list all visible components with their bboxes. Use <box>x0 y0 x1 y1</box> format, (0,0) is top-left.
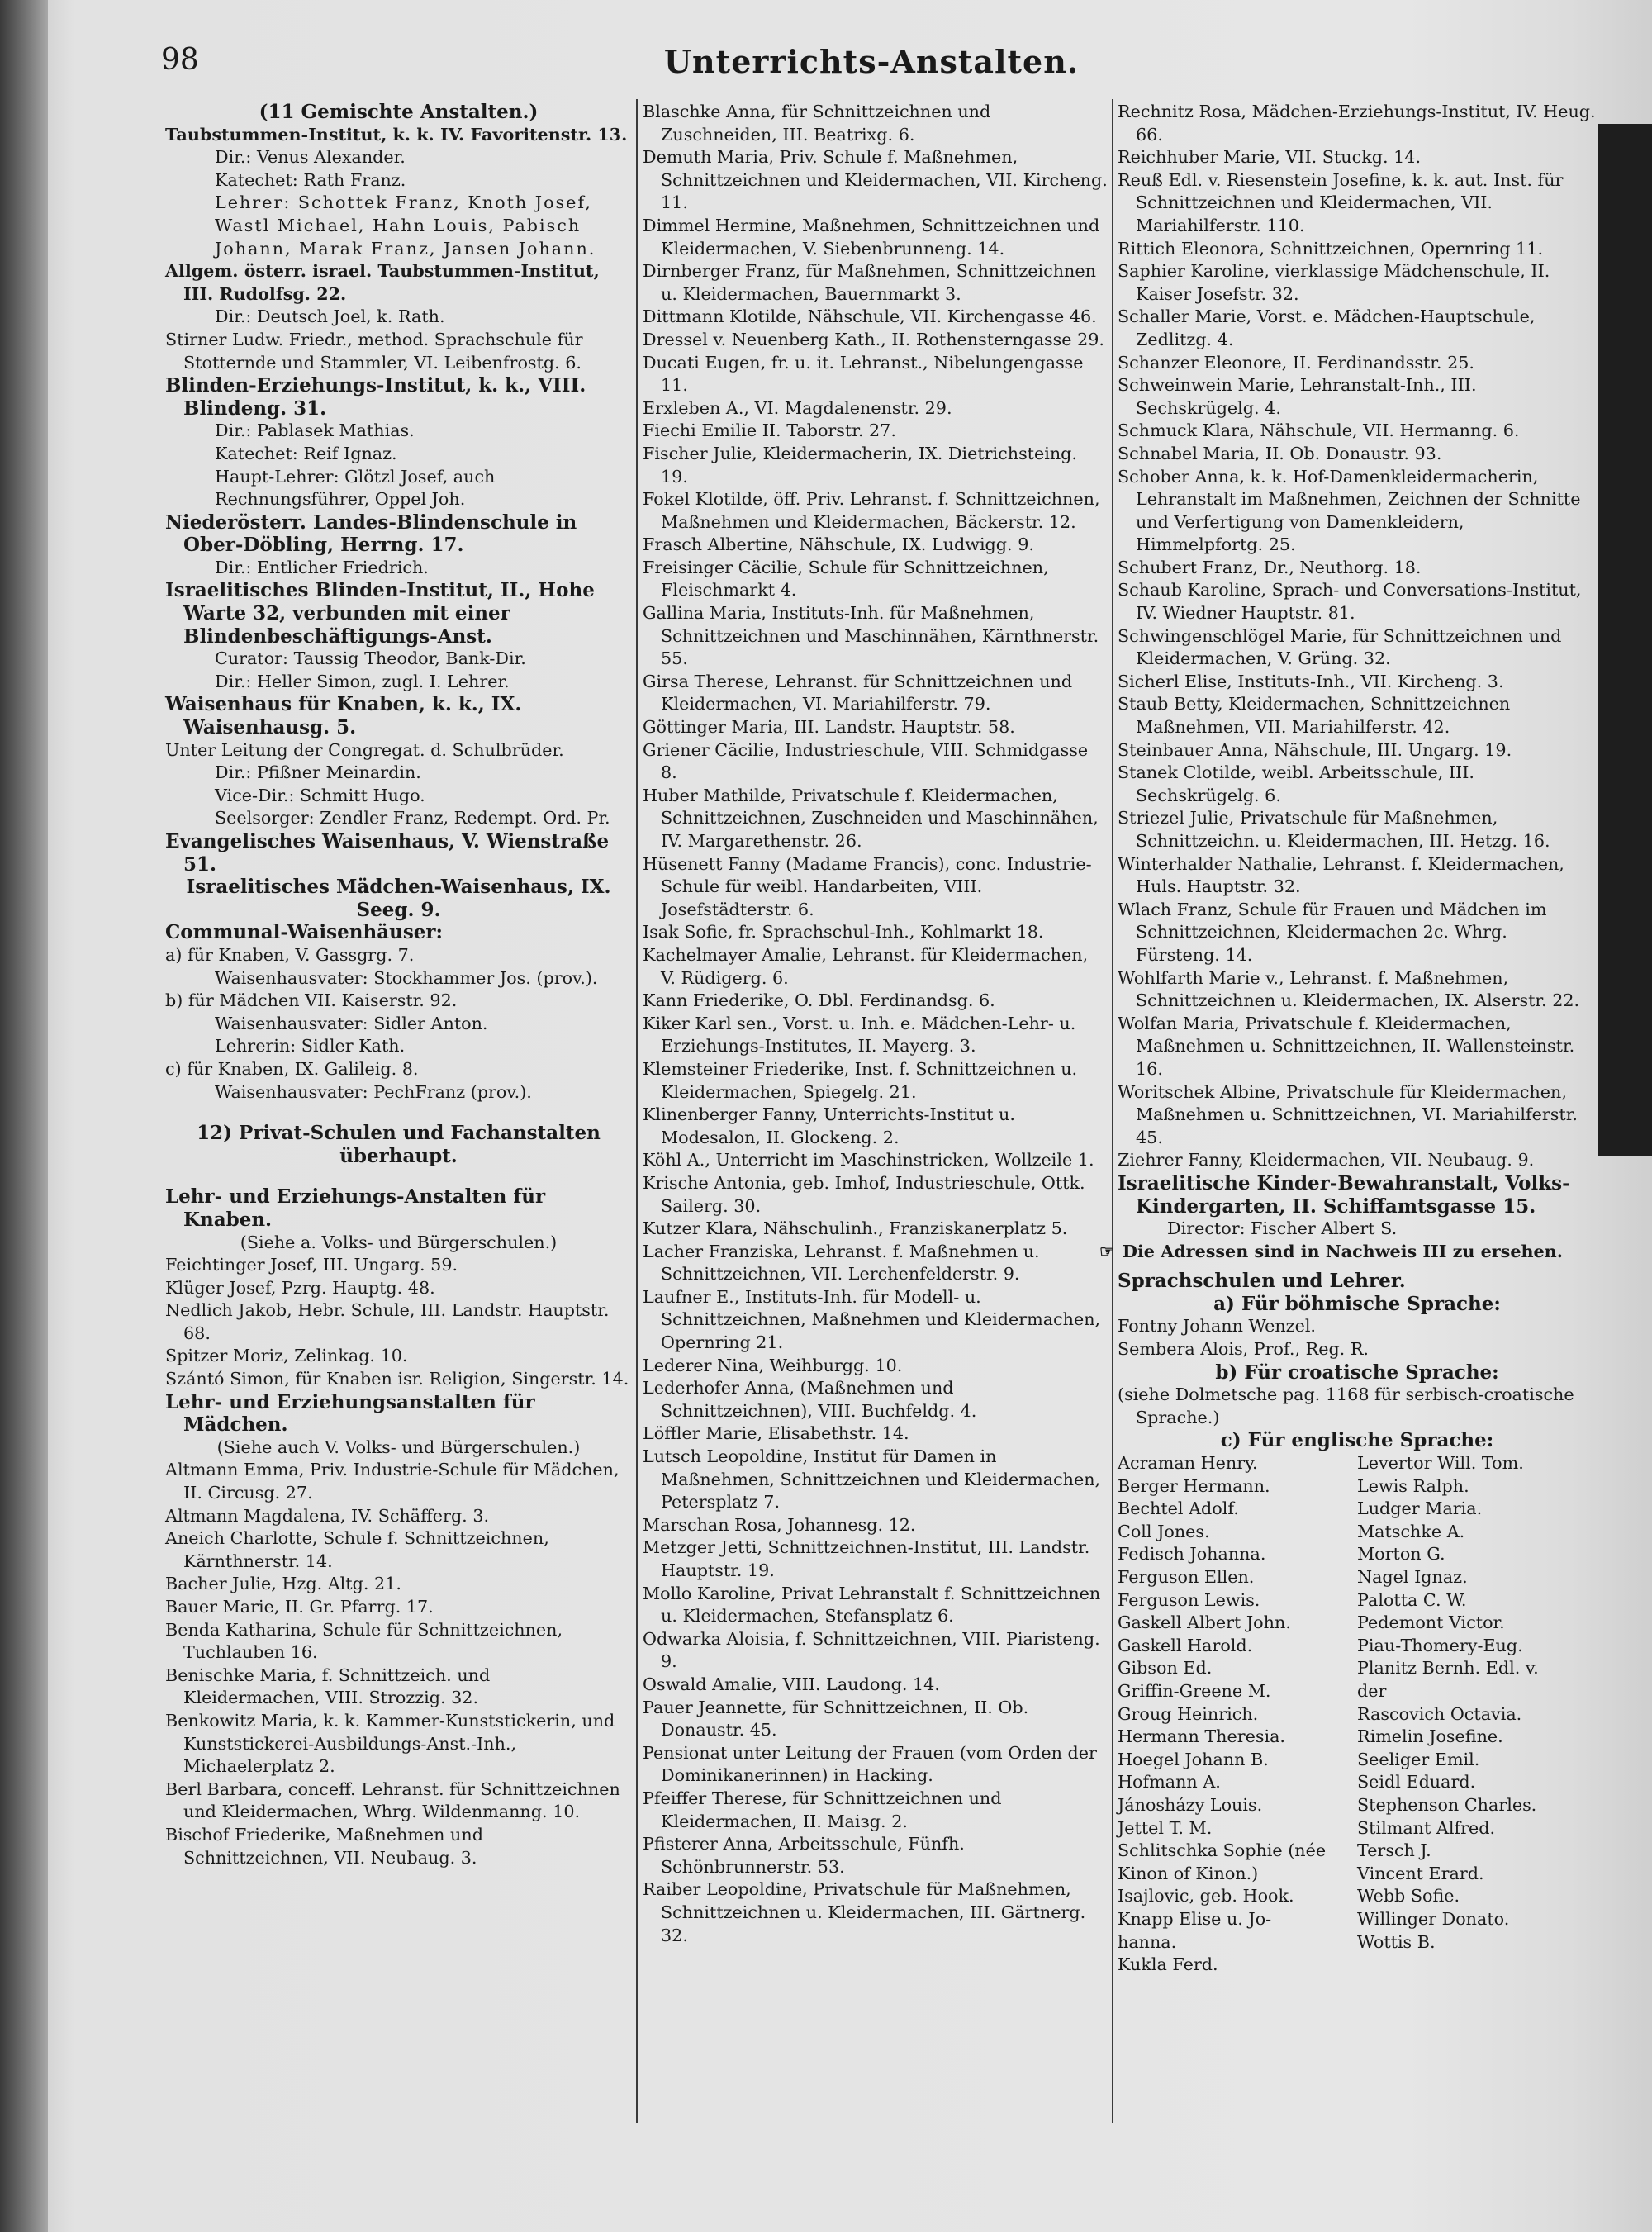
entry: Szántó Simon, für Knaben isr. Religion, Singerstr. 14. <box>165 1369 629 1389</box>
teacher-row <box>1118 1612 1597 1635</box>
teacher-name: Hofmann A. <box>1118 1772 1221 1793</box>
teacher-row <box>1118 1863 1597 1886</box>
entry: Pfeiffer Therese, für Schnittzeichnen und Kleidermachen, II. Maiзg. 2. <box>643 1788 1002 1831</box>
entry-sub: Dir.: Pfißner Meinardin. <box>215 762 421 783</box>
entry-heading: Israelitische Kinder-Bewahranstalt, Volks-Kindergarten, II. Schiffamtsgasse 15. <box>1118 1171 1570 1218</box>
teacher-row <box>1118 1908 1597 1931</box>
entry: Ziehrer Fanny, Kleidermachen, VII. Neubaug. 9. <box>1118 1150 1535 1171</box>
entry: Steinbauer Anna, Nähschule, III. Ungarg. 19. <box>1118 739 1512 760</box>
entry: Demuth Maria, Priv. Schule f. Maßnehmen, Schnittzeichnen und Kleidermachen, VII. Kircheng. 11. <box>643 147 1108 213</box>
teacher-name: Matschke A. <box>1357 1521 1465 1541</box>
entry: Altmann Magdalena, IV. Schäfferg. 3. <box>165 1505 490 1526</box>
teacher-name: der <box>1357 1680 1387 1701</box>
teacher-name: Hermann Theresia. <box>1118 1726 1285 1747</box>
teacher-row <box>1118 1817 1597 1840</box>
teacher-name: Nagel Ignaz. <box>1357 1567 1468 1587</box>
entry: Huber Mathilde, Privatschule f. Kleidermachen, Schnittzeichnen, Zuschneiden und Maschinnähen, IV. Margarethenstr. 26. <box>643 785 1099 851</box>
teacher-name: Acraman Henry. <box>1118 1453 1258 1474</box>
entry: Schwingenschlögel Marie, für Schnittzeichnen und Kleidermachen, V. Grüng. 32. <box>1118 625 1562 669</box>
teacher-name: Gibson Ed. <box>1118 1658 1213 1679</box>
entry-sub: Haupt-Lehrer: Glötzl Josef, auch Rechnungsführer, Oppel Joh. <box>215 466 496 510</box>
teacher-name: Stephenson Charles. <box>1357 1794 1537 1815</box>
teacher-name: Planitz Bernh. Edl. v. <box>1357 1658 1539 1679</box>
entry: Fontny Johann Wenzel. <box>1118 1316 1317 1337</box>
column-right <box>1118 101 1597 2220</box>
entry: Schober Anna, k. k. Hof-Damenkleidermacherin, Lehranstalt im Maßnehmen, Zeichnen der Schnitte und Verfertigung von Damenkleidern, Himmelpfortg. 25. <box>1118 466 1581 555</box>
teacher-row <box>1118 1452 1597 1475</box>
teacher-row <box>1118 1475 1597 1498</box>
entry: Dressel v. Neuenberg Kath., II. Rothensterngasse 29. <box>643 329 1104 349</box>
entry: Blaschke Anna, für Schnittzeichnen und Zuschneiden, III. Beatrixg. 6. <box>643 102 991 145</box>
note: (Siehe a. Volks- und Bürgerschulen.) <box>240 1232 558 1252</box>
entry-sub: Dir.: Entlicher Friedrich. <box>215 557 429 577</box>
entry: Winterhalder Nathalie, Lehranst. f. Kleidermachen, Huls. Hauptstr. 32. <box>1118 853 1564 897</box>
entry: Kann Friederike, O. Dbl. Ferdinandsg. 6. <box>643 990 995 1011</box>
right-edge-tab <box>1598 124 1652 1156</box>
entry: Raiber Leopoldine, Privatschule für Maßnehmen, Schnittzeichnen u. Kleidermachen, III. Gärtnerg. 32. <box>643 1879 1086 1945</box>
page-number: 98 <box>161 43 199 77</box>
entry: Bacher Julie, Hzg. Altg. 21. <box>165 1574 401 1594</box>
entry: Sicherl Elise, Instituts-Inh., VII. Kircheng. 3. <box>1118 671 1504 691</box>
teacher-name: Seidl Eduard. <box>1357 1772 1476 1793</box>
teacher-row <box>1118 1771 1597 1794</box>
entry: Nedlich Jakob, Hebr. Schule, III. Landstr. Hauptstr. 68. <box>165 1300 610 1343</box>
entry: Benda Katharina, Schule für Schnittzeichnen, Tuchlauben 16. <box>165 1619 563 1663</box>
entry-heading: Waisenhaus für Knaben, k. k., IX. Waisenhausg. 5. <box>165 693 522 739</box>
teacher-name: Pedemont Victor. <box>1357 1612 1505 1633</box>
teacher-name: Tersch J. <box>1357 1840 1431 1861</box>
teacher-row <box>1118 1749 1597 1772</box>
teacher-row <box>1118 1703 1597 1726</box>
entry-sub: Vice-Dir.: Schmitt Hugo. <box>215 785 425 805</box>
teacher-name: Knapp Elise u. Jo- <box>1118 1908 1272 1929</box>
entry: Sembera Alois, Prof., Reg. R. <box>1118 1339 1369 1360</box>
entry: Altmann Emma, Priv. Industrie-Schule für Mädchen, II. Circusg. 27. <box>165 1460 620 1503</box>
entry: Pensionat unter Leitung der Frauen (vom Orden der Dominikanerinnen) in Hacking. <box>643 1742 1097 1786</box>
entry: Frasch Albertine, Nähschule, IX. Ludwigg. 9. <box>643 534 1034 555</box>
entry: Reichhuber Marie, VII. Stuckg. 14. <box>1118 147 1422 168</box>
teacher-name: Jánosházy Louis. <box>1118 1794 1263 1815</box>
entry-sub: b) für Mädchen VII. Kaiserstr. 92. <box>165 990 458 1011</box>
entry: Schubert Franz, Dr., Neuthorg. 18. <box>1118 557 1422 577</box>
entry: Reuß Edl. v. Riesenstein Josefine, k. k. aut. Inst. für Schnittzeichnen und Kleidermachen, VII. Mariahilferstr. 110. <box>1118 169 1564 235</box>
entry-sub: Curator: Taussig Theodor, Bank-Dir. <box>215 648 526 669</box>
teacher-row <box>1118 1840 1597 1863</box>
teacher-name: Seeliger Emil. <box>1357 1749 1480 1769</box>
entry: Taubstummen-Institut, k. k. IV. Favoritenstr. 13. <box>165 124 628 145</box>
column-middle <box>643 101 1108 2220</box>
teacher-name: Wottis B. <box>1357 1931 1436 1952</box>
entry: Schaub Karoline, Sprach- und Conversations-Institut, IV. Wiedner Hauptstr. 81. <box>1118 580 1582 624</box>
teacher-name: Jettel T. M. <box>1118 1817 1213 1838</box>
entry: Klemsteiner Friederike, Inst. f. Schnittzeichnen u. Kleidermachen, Spiegelg. 21. <box>643 1058 1078 1102</box>
entry: Fischer Julie, Kleidermacherin, IX. Dietrichsteing. 19. <box>643 443 1077 487</box>
entry: Lacher Franziska, Lehranst. f. Maßnehmen u. Schnittzeichnen, VII. Lerchenfelderstr. 9. <box>643 1241 1040 1285</box>
teacher-name: Levertor Will. Tom. <box>1357 1453 1524 1474</box>
teacher-name: Piau-Thomery-Eug. <box>1357 1635 1523 1655</box>
entry: Spitzer Moriz, Zelinkag. 10. <box>165 1346 408 1366</box>
page-header <box>161 43 1582 93</box>
teacher-name: Kinon of Kinon.) <box>1118 1863 1259 1883</box>
entry: Kutzer Klara, Nähschulinh., Franziskanerplatz 5. <box>643 1218 1068 1239</box>
subsection-heading: Lehr- und Erziehungs-Anstalten für Knaben. <box>165 1185 546 1231</box>
subsection-heading: Sprachschulen und Lehrer. <box>1118 1270 1406 1293</box>
entry: Schanzer Eleonore, II. Ferdinandsstr. 25. <box>1118 352 1474 373</box>
note: (siehe Dolmetsche pag. 1168 für serbisch-croatische Sprache.) <box>1118 1384 1574 1427</box>
entry-sub: Lehrerin: Sidler Kath. <box>215 1036 406 1057</box>
entry: Hüsenett Fanny (Madame Francis), conc. Industrie-Schule für weibl. Handarbeiten, VIII. Josefstädterstr. 6. <box>643 853 1092 919</box>
entry-heading: Israelitisches Blinden-Institut, II., Hohe Warte 32, verbunden mit einer Blindenbeschäftigungs-Anst. <box>165 579 595 648</box>
entry: Köhl A., Unterricht im Maschinstricken, Wollzeile 1. <box>643 1150 1094 1171</box>
entry: Metzger Jetti, Schnittzeichnen-Institut, III. Landstr. Hauptstr. 19. <box>643 1537 1090 1580</box>
entry: Fokel Klotilde, öff. Priv. Lehranst. f. Schnittzeichnen, Maßnehmen und Kleidermachen, Bäckerstr. 12. <box>643 489 1100 532</box>
teacher-row <box>1118 1931 1597 1954</box>
entry: Benischke Maria, f. Schnittzeich. und Kleidermachen, VIII. Strozzig. 32. <box>165 1665 491 1708</box>
teacher-row <box>1118 1635 1597 1658</box>
entry: Striezel Julie, Privatschule für Maßnehmen, Schnittzeichn. u. Kleidermachen, III. Hetzg. 16. <box>1118 808 1550 851</box>
teacher-name: Stilmant Alfred. <box>1357 1817 1496 1838</box>
entry: Rechnitz Rosa, Mädchen-Erziehungs-Institut, IV. Heug. 66. <box>1118 102 1596 145</box>
teacher-row <box>1118 1521 1597 1544</box>
entry-heading: Blinden-Erziehungs-Institut, k. k., VIII. Blindeng. 31. <box>165 374 586 420</box>
entry: Girsa Therese, Lehranst. für Schnittzeichnen und Kleidermachen, VI. Mariahilferstr. 79. <box>643 671 1073 715</box>
teacher-name: Hoegel Johann B. <box>1118 1749 1269 1769</box>
subsection-heading: Lehr- und Erziehungsanstalten für Mädchen. <box>165 1390 535 1437</box>
teacher-name: Fedisch Johanna. <box>1118 1544 1266 1565</box>
teacher-name <box>1357 1954 1597 1977</box>
entry: Mollo Karoline, Privat Lehranstalt f. Schnittzeichnen u. Kleidermachen, Stefansplatz 6. <box>643 1583 1101 1627</box>
teacher-row <box>1118 1589 1597 1612</box>
entry: Wlach Franz, Schule für Frauen und Mädchen im Schnittzeichnen, Kleidermachen 2c. Whrg. Fürsteng. 14. <box>1118 899 1547 965</box>
entry: Bischof Friederike, Maßnehmen und Schnittzeichnen, VII. Neubaug. 3. <box>165 1824 483 1868</box>
entry-sub: Katechet: Rath Franz. <box>215 169 406 190</box>
teacher-row <box>1118 1657 1597 1680</box>
entry: Laufner E., Instituts-Inh. für Modell- u. Schnittzeichnen, Maßnehmen und Kleidermachen, Opernring 21. <box>643 1286 1101 1353</box>
entry-heading: Niederösterr. Landes-Blindenschule in Ober-Döbling, Herrng. 17. <box>165 511 577 557</box>
entry: Benkowitz Maria, k. k. Kammer-Kunststickerin, und Kunststickerei-Ausbildungs-Anst.-Inh., Michaelerplatz 2. <box>165 1710 615 1777</box>
entry: Fiechi Emilie II. Taborstr. 27. <box>643 420 896 441</box>
entry: Göttinger Maria, III. Landstr. Hauptstr. 58. <box>643 717 1015 738</box>
teacher-name: Gaskell Albert John. <box>1118 1612 1291 1633</box>
entry-sub: Waisenhausvater: Sidler Anton. <box>215 1013 488 1033</box>
entry: Berl Barbara, conceff. Lehranst. für Schnittzeichnen und Kleidermachen, Whrg. Wildenmanng. 10. <box>165 1778 620 1822</box>
teacher-row <box>1118 1885 1597 1908</box>
entry: Dirnberger Franz, für Maßnehmen, Schnittzeichnen u. Kleidermachen, Bauernmarkt 3. <box>643 261 1096 304</box>
entry: Stirner Ludw. Friedr., method. Sprachschule für Stotternde und Stammler, VI. Leibenfrostg. 6. <box>165 329 583 373</box>
entry: Schaller Marie, Vorst. e. Mädchen-Hauptschule, Zedlitzg. 4. <box>1118 306 1536 349</box>
teacher-name: Coll Jones. <box>1118 1521 1210 1541</box>
entry-sub: Lehrer: Schottek Franz, Knoth Josef, Wastl Michael, Hahn Louis, Pabisch Johann, Marak Franz, Jansen Johann. <box>215 192 596 259</box>
entry: Aneich Charlotte, Schule f. Schnittzeichnen, Kärnthnerstr. 14. <box>165 1528 549 1571</box>
teacher-name: Berger Hermann. <box>1118 1475 1270 1496</box>
teacher-row <box>1118 1543 1597 1566</box>
section-heading: 12) Privat-Schulen und Fachanstalten überhaupt. <box>197 1122 601 1167</box>
teacher-name: Bechtel Adolf. <box>1118 1498 1239 1519</box>
teacher-row <box>1118 1498 1597 1521</box>
entry-sub: Waisenhausvater: PechFranz (prov.). <box>215 1081 532 1102</box>
teacher-name: Kukla Ferd. <box>1118 1954 1218 1975</box>
entry: Ducati Eugen, fr. u. it. Lehranst., Nibelungengasse 11. <box>643 352 1084 396</box>
entry-sub: Katechet: Reif Ignaz. <box>215 443 397 463</box>
note: (Siehe auch V. Volks- und Bürgerschulen.) <box>216 1437 581 1457</box>
entry: Dittmann Klotilde, Nähschule, VII. Kirchengasse 46. <box>643 306 1097 327</box>
teacher-name: Vincent Erard. <box>1357 1863 1484 1883</box>
teacher-name: Lewis Ralph. <box>1357 1475 1469 1496</box>
entry: Schweinwein Marie, Lehranstalt-Inh., III. Sechskrügelg. 4. <box>1118 375 1477 418</box>
teacher-name: Gaskell Harold. <box>1118 1635 1253 1655</box>
entry-sub: Director: Fischer Albert S. <box>1167 1218 1398 1239</box>
language-heading: c) Für englische Sprache: <box>1220 1429 1494 1452</box>
entry: Gallina Maria, Instituts-Inh. für Maßnehmen, Schnittzeichnen und Maschinnähen, Kärnthnerstr. 55. <box>643 603 1099 669</box>
teacher-name: Rimelin Josefine. <box>1357 1726 1503 1747</box>
book-spine-shadow <box>0 0 48 2232</box>
teacher-name: Morton G. <box>1357 1544 1446 1565</box>
entry: Erxleben A., VI. Magdalenenstr. 29. <box>643 397 952 418</box>
teacher-row <box>1118 1794 1597 1817</box>
entry: Schmuck Klara, Nähschule, VII. Hermanng. 6. <box>1118 420 1520 441</box>
teacher-name: Isajlovic, geb. Hook. <box>1118 1886 1294 1907</box>
entry: Griener Cäcilie, Industrieschule, VIII. Schmidgasse 8. <box>643 739 1089 783</box>
entry-sub: Seelsorger: Zendler Franz, Redempt. Ord. Pr. <box>215 808 610 829</box>
teacher-name: Ferguson Ellen. <box>1118 1567 1255 1587</box>
entry-sub: c) für Knaben, IX. Galileig. 8. <box>165 1058 419 1079</box>
column-left <box>165 101 632 2220</box>
entry: Wolfan Maria, Privatschule f. Kleidermachen, Maßnehmen u. Schnittzeichnen, II. Wallensteinstr. 16. <box>1118 1013 1575 1079</box>
entry: Löffler Marie, Elisabethstr. 14. <box>643 1423 909 1444</box>
entry: Saphier Karoline, vierklassige Mädchenschule, II. Kaiser Josefstr. 32. <box>1118 261 1550 304</box>
entry: Kiker Karl sen., Vorst. u. Inh. e. Mädchen-Lehr- u. Erziehungs-Institutes, II. Mayerg. 3. <box>643 1013 1076 1057</box>
teacher-row <box>1118 1680 1597 1703</box>
entry: Odwarka Aloisia, f. Schnittzeichnen, VIII. Piaristeng. 9. <box>643 1628 1100 1672</box>
entry: Die Adressen sind in Nachweis III zu ersehen. <box>1123 1241 1563 1261</box>
language-heading: b) Für croatische Sprache: <box>1215 1361 1499 1384</box>
entry: Marschan Rosa, Johannesg. 12. <box>643 1514 916 1535</box>
teacher-row <box>1118 1726 1597 1749</box>
entry: Stanek Clotilde, weibl. Arbeitsschule, III. Sechskrügelg. 6. <box>1118 762 1474 805</box>
entry: Schnabel Maria, II. Ob. Donaustr. 93. <box>1118 443 1442 463</box>
entry: Rittich Eleonora, Schnittzeichnen, Opernring 11. <box>1118 238 1544 259</box>
teacher-name: Ludger Maria. <box>1357 1498 1483 1519</box>
english-teachers-list <box>1118 1452 1597 1977</box>
entry: Klüger Josef, Pzrg. Hauptg. 48. <box>165 1277 435 1298</box>
entry: Allgem. österr. israel. Taubstummen-Institut, III. Rudolfsg. 22. <box>165 261 600 304</box>
entry: Kachelmayer Amalie, Lehranst. für Kleidermachen, V. Rüdigerg. 6. <box>643 944 1089 988</box>
entry: Freisinger Cäcilie, Schule für Schnittzeichnen, Fleischmarkt 4. <box>643 557 1049 601</box>
teacher-name: Palotta C. W. <box>1357 1589 1467 1610</box>
entry: Lutsch Leopoldine, Institut für Damen in Maßnehmen, Schnittzeichnen und Kleidermachen, Petersplatz 7. <box>643 1446 1101 1513</box>
teacher-row <box>1118 1566 1597 1589</box>
entry: Staub Betty, Kleidermachen, Schnittzeichnen Maßnehmen, VII. Mariahilferstr. 42. <box>1118 694 1511 738</box>
entry-heading: Evangelisches Waisenhaus, V. Wienstraße 51. <box>165 830 610 876</box>
entry-sub: Dir.: Deutsch Joel, k. Rath. <box>215 306 445 327</box>
entry-heading: Israelitisches Mädchen-Waisenhaus, IX. Seeg. 9. <box>186 876 611 921</box>
entry: Dimmel Hermine, Maßnehmen, Schnittzeichnen und Kleidermachen, V. Siebenbrunneng. 14. <box>643 215 1100 259</box>
entry: Feichtinger Josef, III. Ungarg. 59. <box>165 1255 458 1275</box>
teacher-name: Ferguson Lewis. <box>1118 1589 1260 1610</box>
running-title: Unterrichts-Anstalten. <box>663 43 1080 80</box>
entry: Krische Antonia, geb. Imhof, Industrieschule, Ottk. Sailerg. 30. <box>643 1172 1085 1216</box>
teacher-name: Schlitschka Sophie (née <box>1118 1840 1327 1861</box>
entry-sub: Unter Leitung der Congregat. d. Schulbrüder. <box>165 739 564 760</box>
teacher-name: Willinger Donato. <box>1357 1908 1510 1929</box>
entry: Isak Sofie, fr. Sprachschul-Inh., Kohlmarkt 18. <box>643 922 1044 943</box>
entry: Pauer Jeannette, für Schnittzeichnen, II. Ob. Donaustr. 45. <box>643 1697 1029 1740</box>
entry: Oswald Amalie, VIII. Laudong. 14. <box>643 1674 940 1694</box>
teacher-row <box>1118 1954 1597 1977</box>
column-divider <box>1112 99 1113 2123</box>
teacher-name: Groug Heinrich. <box>1118 1703 1259 1724</box>
section-heading: (11 Gemischte Anstalten.) <box>259 101 539 123</box>
teacher-name: Webb Sofie. <box>1357 1886 1460 1907</box>
entry: Lederer Nina, Weihburgg. 10. <box>643 1355 903 1375</box>
entry-sub: Dir.: Venus Alexander. <box>215 147 406 168</box>
language-heading: a) Für böhmische Sprache: <box>1213 1292 1501 1315</box>
column-divider <box>636 99 638 2123</box>
entry-sub: Dir.: Heller Simon, zugl. I. Lehrer. <box>215 671 510 691</box>
teacher-name: hanna. <box>1118 1931 1177 1952</box>
entry: Pfisterer Anna, Arbeitsschule, Fünfh. Schönbrunnerstr. 53. <box>643 1834 965 1877</box>
entry-sub: Dir.: Pablasek Mathias. <box>215 420 415 441</box>
entry-sub: Waisenhausvater: Stockhammer Jos. (prov.). <box>215 967 598 988</box>
entry-heading: Communal-Waisenhäuser: <box>165 921 444 944</box>
teacher-name: Griffin-Greene M. <box>1118 1680 1271 1701</box>
entry: Woritschek Albine, Privatschule für Kleidermachen, Maßnehmen u. Schnittzeichnen, VI. Mariahilferstr. 45. <box>1118 1081 1578 1147</box>
teacher-name: Rascovich Octavia. <box>1357 1703 1522 1724</box>
entry: Lederhofer Anna, (Maßnehmen und Schnittzeichnen), VIII. Buchfeldg. 4. <box>643 1378 977 1421</box>
entry: Klinenberger Fanny, Unterrichts-Institut u. Modesalon, II. Glockeng. 2. <box>643 1104 1015 1147</box>
entry: Wohlfarth Marie v., Lehranst. f. Maßnehmen, Schnittzeichnen u. Kleidermachen, IX. Alserstr. 22. <box>1118 967 1580 1011</box>
entry: Bauer Marie, II. Gr. Pfarrg. 17. <box>165 1597 434 1617</box>
entry-sub: a) für Knaben, V. Gassgrg. 7. <box>165 944 415 965</box>
